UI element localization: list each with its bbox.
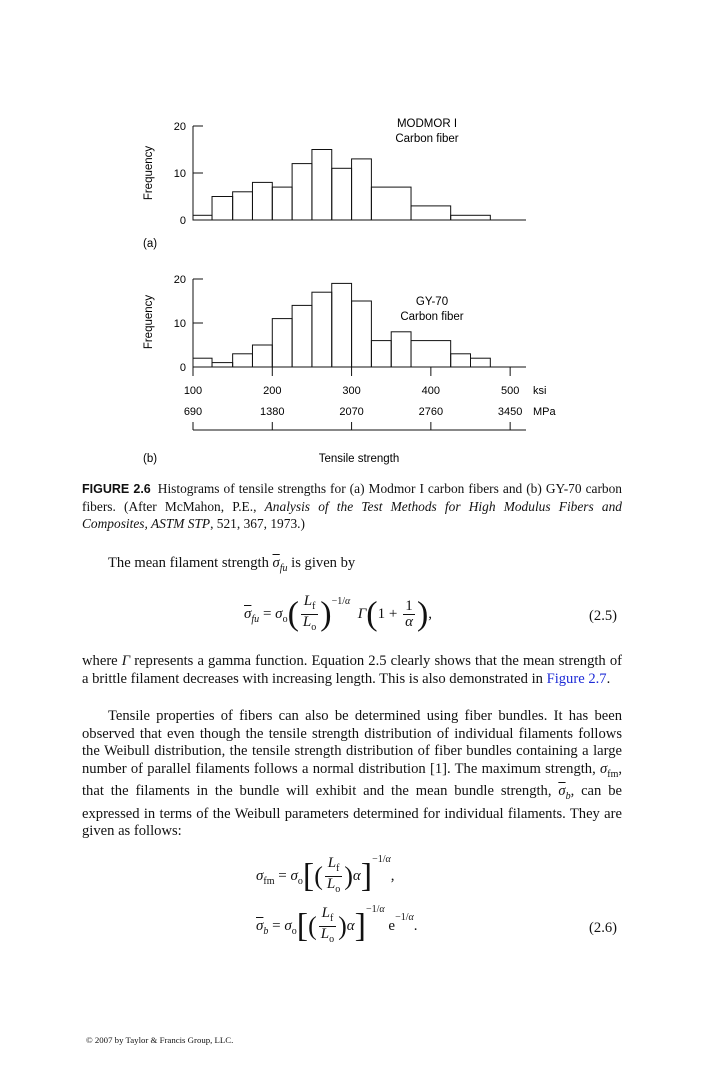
histogram-bar (292, 164, 312, 220)
ksi-tick-label: 200 (263, 385, 282, 397)
y-tick-label: 20 (173, 121, 186, 133)
mpa-unit-label: MPa (533, 406, 556, 418)
series-label: MODMOR I (396, 118, 458, 130)
figure-2-6 (0, 0, 705, 470)
histogram-bar (292, 305, 312, 367)
histogram-bar (411, 206, 451, 220)
mpa-tick-label: 1380 (260, 406, 285, 418)
histogram-bar (233, 192, 253, 220)
figure-caption: FIGURE 2.6 Histograms of tensile strengths for (a) Modmor I carbon fibers and (b) GY-70 carbon fibers. (After McMahon, P.E., Analysis of the Test Methods for High Modulus Fibers and Composites, ASTM STP, 521, 367, 1973.) (82, 481, 623, 531)
paragraph-gamma: where Γ represents a gamma function. Equation 2.5 clearly shows that the mean strength of a brittle filament decreases with increasing length. This is also demonstrated in Figure 2.7. (82, 653, 622, 687)
y-tick-label: 0 (179, 215, 186, 227)
mpa-tick-label: 2760 (418, 406, 444, 418)
histogram-bar (332, 168, 352, 220)
equation-number-2-5: (2.5) (589, 608, 617, 624)
ksi-tick-label: 300 (342, 385, 361, 397)
series-label: Carbon fiber (400, 311, 464, 323)
histogram-bar (391, 332, 411, 367)
equation-number-2-6: (2.6) (589, 920, 617, 936)
y-axis-label: Frequency (143, 145, 155, 201)
ksi-tick-label: 100 (183, 385, 203, 397)
histogram-bar (252, 182, 272, 220)
mpa-tick-label: 2070 (339, 406, 364, 418)
mpa-tick-label: 3450 (497, 406, 523, 418)
histogram-bar (352, 159, 372, 220)
ksi-tick-label: 400 (421, 385, 441, 397)
histogram-bar (332, 283, 352, 367)
paragraph-fiber-bundles: Tensile properties of fibers can also be determined using fiber bundles. It has been observed that even though the tensile strength distribution of individual filaments follows the Weibull distribution, the tensile strength distribution of fiber bundles containing a large number of parallel filaments follows a normal distribution [1]. The maximum strength, $\sigma_{fm}$, that the filaments in the bundle will exhibit and the mean bundle strength, $\overline{\sigma}_b$, can be expressed in terms of the Weibull parameters determined for individual filaments. They are given as follows: (82, 708, 622, 840)
figure-2-7-link[interactable]: Figure 2.7 (546, 670, 607, 687)
histogram-bar (352, 301, 372, 367)
histogram-bar (471, 358, 491, 367)
caption-label: FIGURE 2.6 (82, 482, 151, 496)
strength-axes (184, 367, 557, 465)
histogram-panel-a (143, 118, 526, 250)
panel-label: (b) (143, 453, 158, 465)
histogram-bar (312, 292, 332, 367)
histogram-bar (411, 341, 451, 367)
histogram-bar (272, 319, 292, 367)
histogram-bar (193, 358, 212, 367)
histogram-bar (451, 215, 491, 220)
paragraph-mean-strength: The mean filament strength $\overline{\sigma}_{fu}$ is given by (108, 555, 356, 574)
equation-2-5: $\overline{\sigma}_{fu} = \sigma_o$( $\frac{L_f}{L_o}$ )$^{-1/\alpha}$ Γ(1 + $\frac{1}{\alpha}$ ), (244, 593, 433, 633)
histogram-bar (233, 354, 253, 367)
y-tick-label: 20 (173, 274, 186, 286)
histogram-bar (312, 150, 332, 221)
equation-2-6-second: $\overline{\sigma}_b = \sigma_o$[( $\frac{L_f}{L_o}$ )α]$^{-1/\alpha}$ $e^{-1/\alpha}$. (256, 903, 418, 945)
equation-2-6-first: $\sigma_{fm} = \sigma_o$[( $\frac{L_f}{L_o}$ )α]$^{-1/\alpha}$, (256, 853, 395, 895)
x-axis-label: Tensile strength (318, 453, 400, 465)
ksi-tick-label: 500 (500, 385, 520, 397)
histogram-bar (371, 187, 411, 220)
y-axis-label: Frequency (143, 294, 155, 350)
histogram-panel-b (143, 274, 526, 465)
series-label: Carbon fiber (395, 133, 459, 145)
histogram-bar (252, 345, 272, 367)
panel-label: (a) (143, 238, 158, 250)
y-tick-label: 0 (179, 362, 186, 374)
mpa-tick-label: 690 (183, 406, 203, 418)
histogram-bar (212, 363, 233, 367)
histogram-bar (212, 197, 233, 221)
histogram-bar (451, 354, 471, 367)
copyright-footer: © 2007 by Taylor & Francis Group, LLC. (86, 1035, 234, 1045)
series-label: GY-70 (415, 296, 449, 308)
y-tick-label: 10 (173, 168, 186, 180)
ksi-unit-label: ksi (533, 385, 547, 397)
histogram-bar (272, 187, 292, 220)
histogram-bar (371, 341, 391, 367)
y-tick-label: 10 (173, 318, 186, 330)
histogram-bar (193, 215, 212, 220)
